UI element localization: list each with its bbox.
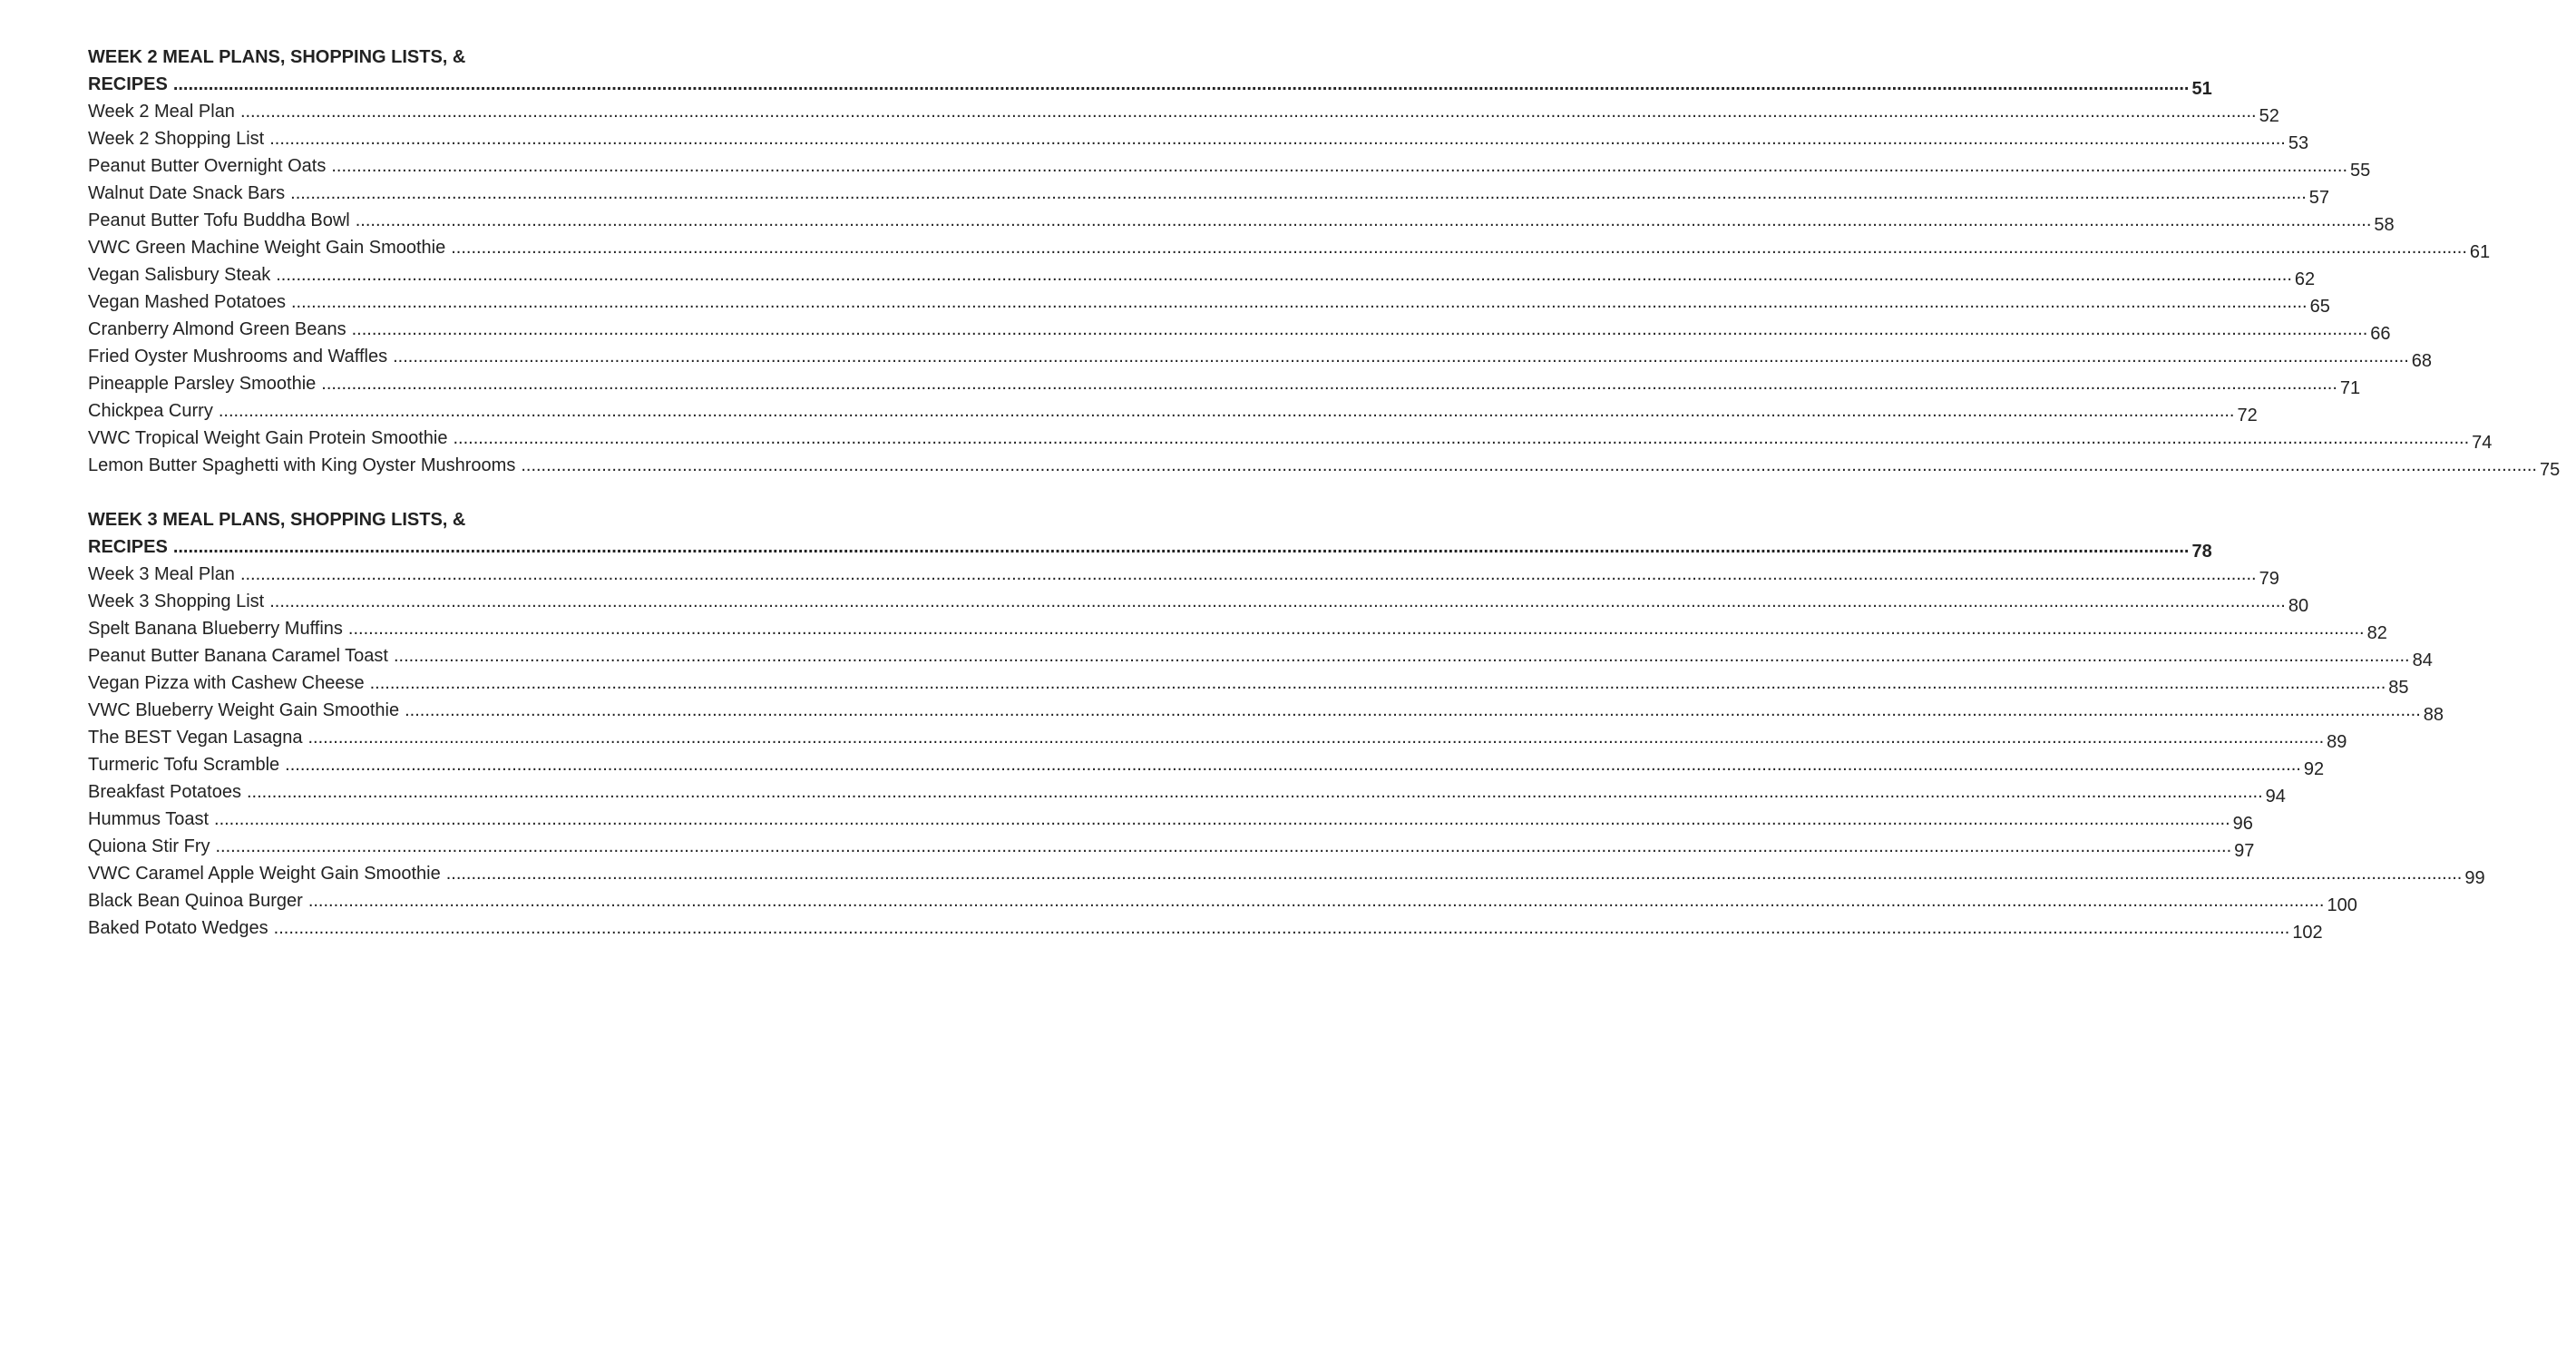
entry-title: Vegan Mashed Potatoes [88,292,286,312]
page-number: 100 [2327,895,2357,915]
toc-entry[interactable] [88,425,2493,453]
page-number: 74 [2472,433,2493,453]
entry-title: Cranberry Almond Green Beans [88,319,346,339]
toc-section [88,506,2485,943]
dot-leader: ................................................................................................................................................................................................................................................................................................................................................................................................................ [393,646,2410,666]
toc-entry[interactable] [88,860,2485,888]
entry-title: Quiona Stir Fry [88,836,210,856]
dot-leader: ................................................................................................................................................................................................................................................................................................................................................................................................................ [246,782,2263,802]
section-heading-entry[interactable] [88,71,2212,99]
toc-entry[interactable] [88,561,2279,589]
dot-leader: ................................................................................................................................................................................................................................................................................................................................................................................................................ [307,891,2325,911]
section-heading[interactable]: WEEK 2 MEAL PLANS, SHOPPING LISTS, & [88,47,466,67]
toc-entry[interactable] [88,724,2347,752]
entry-title: Vegan Salisbury Steak [88,265,271,285]
page-number: 57 [2308,188,2330,208]
page-number: 72 [2237,406,2258,425]
dot-leader: ................................................................................................................................................................................................................................................................................................................................................................................................................ [172,74,2190,94]
page-number: 82 [2366,623,2387,643]
toc-entry[interactable] [88,397,2258,425]
page-number: 65 [2309,297,2330,317]
page-number: 85 [2388,678,2409,698]
entry-title: Week 2 Meal Plan [88,102,235,122]
dot-leader: ................................................................................................................................................................................................................................................................................................................................................................................................................ [351,319,2368,339]
section-heading[interactable]: WEEK 3 MEAL PLANS, SHOPPING LISTS, & [88,510,466,530]
entry-title: Spelt Banana Blueberry Muffins [88,619,343,639]
toc-entry[interactable] [88,180,2330,208]
toc-entry[interactable] [88,125,2309,153]
entry-title: Week 3 Meal Plan [88,564,235,584]
page-number: 55 [2350,161,2371,181]
dot-leader: ................................................................................................................................................................................................................................................................................................................................................................................................................ [405,700,2421,720]
dot-leader: ................................................................................................................................................................................................................................................................................................................................................................................................................ [307,728,2325,748]
dot-leader: ................................................................................................................................................................................................................................................................................................................................................................................................................ [369,673,2386,693]
dot-leader: ................................................................................................................................................................................................................................................................................................................................................................................................................ [239,102,2257,122]
toc-entry[interactable] [88,288,2330,317]
entry-title: Chickpea Curry [88,401,213,421]
dot-leader: ................................................................................................................................................................................................................................................................................................................................................................................................................ [355,210,2372,230]
dot-leader: ................................................................................................................................................................................................................................................................................................................................................................................................................ [215,836,2232,856]
toc-entry[interactable] [88,642,2433,670]
page-number: 84 [2412,650,2433,670]
page-number: 102 [2292,923,2323,943]
entry-title: VWC Tropical Weight Gain Protein Smoothie [88,428,448,448]
entry-title: VWC Blueberry Weight Gain Smoothie [88,700,400,720]
page-number: 66 [2370,324,2391,344]
dot-leader: ................................................................................................................................................................................................................................................................................................................................................................................................................ [393,347,2409,367]
page-number: 89 [2327,732,2347,752]
entry-title: The BEST Vegan Lasagna [88,728,303,748]
toc-entry[interactable] [88,615,2387,643]
dot-leader: ................................................................................................................................................................................................................................................................................................................................................................................................................ [347,619,2365,639]
dot-leader: ................................................................................................................................................................................................................................................................................................................................................................................................................ [172,537,2190,557]
dot-leader: ................................................................................................................................................................................................................................................................................................................................................................................................................ [453,428,2470,448]
table-of-contents [88,44,2561,969]
toc-entry[interactable] [88,806,2253,834]
dot-leader: ................................................................................................................................................................................................................................................................................................................................................................................................................ [290,183,2307,203]
toc-entry[interactable] [88,316,2391,344]
page-number: 92 [2303,759,2325,779]
dot-leader: ................................................................................................................................................................................................................................................................................................................................................................................................................ [269,129,2286,149]
toc-entry[interactable] [88,207,2395,235]
page-number: 51 [2191,79,2212,99]
entry-title: Week 2 Shopping List [88,129,265,149]
page-number: 75 [2539,460,2561,480]
page-number: 96 [2232,814,2253,834]
dot-leader: ................................................................................................................................................................................................................................................................................................................................................................................................................ [269,592,2286,611]
dot-leader: ................................................................................................................................................................................................................................................................................................................................................................................................................ [214,809,2230,829]
dot-leader: ................................................................................................................................................................................................................................................................................................................................................................................................................ [285,755,2301,775]
toc-entry[interactable] [88,697,2444,725]
entry-title: VWC Green Machine Weight Gain Smoothie [88,238,446,258]
page-number: 80 [2288,596,2309,616]
dot-leader: ................................................................................................................................................................................................................................................................................................................................................................................................................ [276,265,2292,285]
page-number: 99 [2464,868,2485,888]
dot-leader: ................................................................................................................................................................................................................................................................................................................................................................................................................ [218,401,2235,421]
entry-title: Week 3 Shopping List [88,592,265,611]
page-number: 88 [2423,705,2444,725]
entry-title: Baked Potato Wedges [88,918,268,938]
entry-title: RECIPES [88,537,168,557]
toc-entry[interactable] [88,778,2286,807]
toc-entry[interactable] [88,234,2491,262]
entry-title: Turmeric Tofu Scramble [88,755,280,775]
page-number: 61 [2469,242,2491,262]
entry-title: Breakfast Potatoes [88,782,241,802]
section-heading-entry[interactable] [88,533,2212,562]
dot-leader: ................................................................................................................................................................................................................................................................................................................................................................................................................ [321,374,2337,394]
page-number: 68 [2411,351,2433,371]
toc-entry[interactable] [88,833,2255,861]
page-number: 58 [2374,215,2395,235]
toc-entry[interactable] [88,98,2279,126]
dot-leader: ................................................................................................................................................................................................................................................................................................................................................................................................................ [445,864,2463,884]
page-number: 53 [2288,133,2309,153]
dot-leader: ................................................................................................................................................................................................................................................................................................................................................................................................................ [521,455,2537,475]
toc-entry[interactable] [88,670,2409,698]
dot-leader: ................................................................................................................................................................................................................................................................................................................................................................................................................ [451,238,2467,258]
page-number: 52 [2259,106,2279,126]
toc-entry[interactable] [88,914,2323,943]
toc-entry[interactable] [88,887,2357,915]
toc-entry[interactable] [88,152,2371,181]
toc-entry[interactable] [88,588,2309,616]
entry-title: Black Bean Quinoa Burger [88,891,303,911]
dot-leader: ................................................................................................................................................................................................................................................................................................................................................................................................................ [273,918,2290,938]
page-number: 62 [2294,269,2316,289]
entry-title: RECIPES [88,74,168,94]
entry-title: Vegan Pizza with Cashew Cheese [88,673,365,693]
toc-entry[interactable] [88,751,2325,779]
page-number: 71 [2339,378,2361,398]
page-number: 78 [2191,542,2212,562]
entry-title: Pineapple Parsley Smoothie [88,374,317,394]
page-number: 79 [2259,569,2279,589]
entry-title: VWC Caramel Apple Weight Gain Smoothie [88,864,441,884]
entry-title: Lemon Butter Spaghetti with King Oyster Mushrooms [88,455,516,475]
toc-entry[interactable] [88,452,2561,480]
toc-section [88,44,2561,480]
toc-entry[interactable] [88,370,2361,398]
entry-title: Hummus Toast [88,809,210,829]
page-number: 94 [2265,787,2286,807]
toc-entry[interactable] [88,343,2433,371]
dot-leader: ................................................................................................................................................................................................................................................................................................................................................................................................................ [239,564,2257,584]
dot-leader: ................................................................................................................................................................................................................................................................................................................................................................................................................ [331,156,2348,176]
entry-title: Fried Oyster Mushrooms and Waffles [88,347,388,367]
entry-title: Peanut Butter Tofu Buddha Bowl [88,210,350,230]
toc-entry[interactable] [88,261,2316,289]
dot-leader: ................................................................................................................................................................................................................................................................................................................................................................................................................ [290,292,2308,312]
entry-title: Peanut Butter Banana Caramel Toast [88,646,388,666]
entry-title: Walnut Date Snack Bars [88,183,286,203]
entry-title: Peanut Butter Overnight Oats [88,156,327,176]
page-number: 97 [2234,841,2255,861]
